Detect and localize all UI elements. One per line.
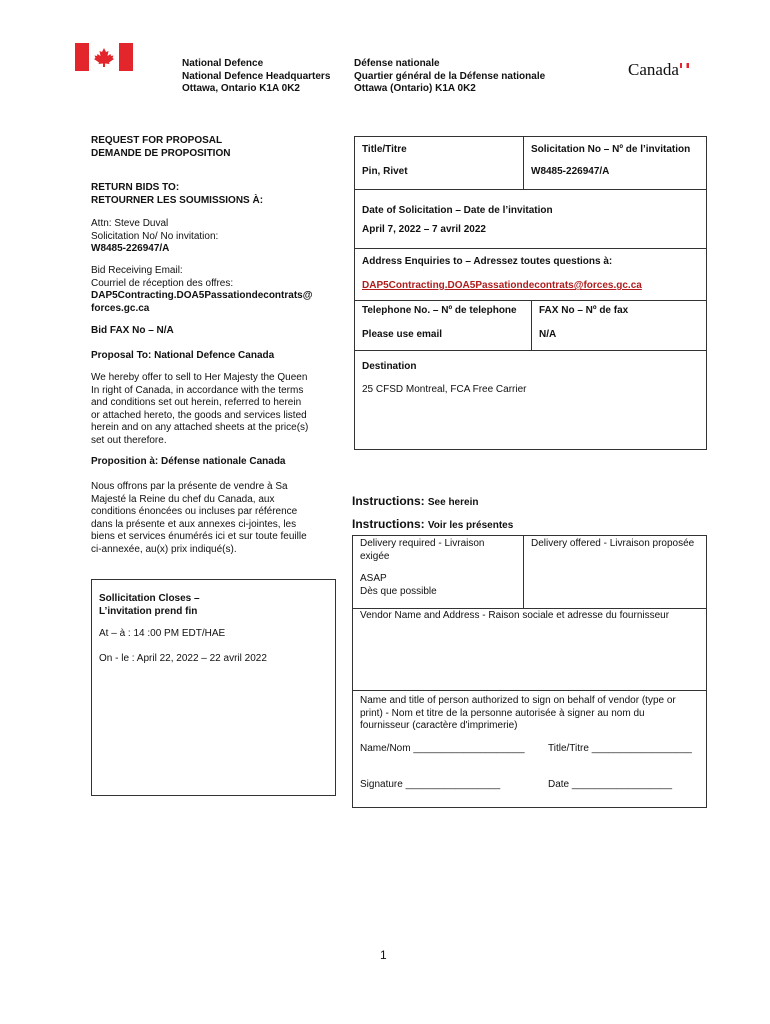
- closes-heading: [99, 593, 200, 618]
- enquiries-label: Address Enquiries to – Adressez toutes questions à:: [362, 256, 613, 267]
- divider: [352, 690, 707, 691]
- instr2-value: Voir les présentes: [427, 520, 514, 531]
- instructions-en: [352, 494, 478, 508]
- fax-label: FAX No – Nº de fax: [539, 305, 629, 316]
- title-field[interactable]: Title/Titre __________________: [548, 743, 692, 754]
- date-value: April 7, 2022 – 7 avril 2022: [362, 224, 486, 235]
- closes-date: On - le : April 22, 2022 – 22 avril 2022: [99, 653, 267, 664]
- email-label-en: Bid Receiving Email:: [91, 265, 183, 276]
- signature-field[interactable]: Signature _________________: [360, 779, 501, 790]
- vendor-box: [352, 535, 707, 808]
- destination-value: 25 CFSD Montreal, FCA Free Carrier: [362, 384, 527, 395]
- instr1-label: Instructions:: [352, 494, 425, 508]
- instructions-fr: [352, 517, 513, 531]
- closes-en: Sollicitation Closes –: [99, 593, 200, 604]
- canada-flag-logo: [75, 43, 133, 71]
- header-en-line1: National Defence: [182, 58, 264, 69]
- solicitation-info-box: [354, 136, 707, 450]
- bid-email-block: [91, 265, 312, 315]
- proposal-en-text: We hereby offer to sell to Her Majesty the Queen In right of Canada, in accordance with the terms and conditions set out herein, referred to herein or attached hereto, the goods and services listed herein and on any attached sheets at the price(s) set out therefore.: [91, 372, 309, 446]
- destination-label: Destination: [362, 361, 417, 372]
- return-bids-heading: [91, 182, 263, 207]
- solno-value: W8485-226947/A: [531, 166, 610, 177]
- header-fr-line1: Défense nationale: [354, 58, 440, 69]
- wordmark-text: Canada: [628, 60, 679, 79]
- closes-time: At – à : 14 :00 PM EDT/HAE: [99, 628, 226, 639]
- rfp-heading: [91, 135, 230, 160]
- divider: [354, 248, 707, 249]
- instr1-value: See herein: [427, 497, 479, 508]
- proposal-to: Proposal To: National Defence Canada: [91, 350, 275, 361]
- canada-wordmark: [628, 60, 689, 80]
- return-address: [91, 218, 218, 256]
- proposition-fr-text: Nous offrons par la présente de vendre à Sa Majesté la Reine du chef du Canada, aux conditions énoncées ou incluses par référence dans la présente et aux annexes ci-jointes, les biens et services énumérés ici et sur toute feuille ci-annexée, au(x) prix indiqué(s).: [91, 481, 307, 555]
- wordmark-flag-icon: [680, 63, 689, 68]
- asap-fr: Dès que possible: [360, 586, 437, 597]
- header-fr-line2: Quartier général de la Défense nationale: [354, 70, 546, 82]
- bid-fax: Bid FAX No – N/A: [91, 325, 174, 336]
- divider: [354, 189, 707, 190]
- sol-no-label: Solicitation No/ No invitation:: [91, 230, 219, 242]
- header-fr: [354, 58, 545, 96]
- vendor-name-address: Vendor Name and Address - Raison sociale et adresse du fournisseur: [360, 610, 670, 621]
- rfp-en: REQUEST FOR PROPOSAL: [91, 135, 223, 146]
- tel-value: Please use email: [362, 329, 443, 340]
- header-en-line2: National Defence Headquarters: [182, 70, 331, 82]
- closing-box: [91, 579, 336, 796]
- tel-label: Telephone No. – Nº de telephone: [362, 305, 517, 316]
- email-line2: forces.gc.ca: [91, 302, 150, 314]
- email-line1: DAP5Contracting.DOA5Passationdecontrats@: [91, 290, 313, 301]
- instr2-label: Instructions:: [352, 517, 425, 531]
- return-fr: RETOURNER LES SOUMISSIONS À:: [91, 194, 264, 206]
- page-number: 1: [380, 948, 387, 962]
- date-field[interactable]: Date __________________: [548, 779, 673, 790]
- header-en-line3: Ottawa, Ontario K1A 0K2: [182, 83, 300, 94]
- title-value: Pin, Rivet: [362, 166, 408, 177]
- asap: ASAP: [360, 573, 387, 584]
- email-label-fr: Courriel de réception des offres:: [91, 277, 234, 289]
- date-label: Date of Solicitation – Date de l’invitation: [362, 205, 553, 216]
- divider: [523, 535, 524, 608]
- header-en: [182, 58, 330, 96]
- delivery-offered: Delivery offered - Livraison proposée: [531, 538, 695, 549]
- divider: [531, 300, 532, 350]
- divider: [354, 350, 707, 351]
- divider: [523, 136, 524, 189]
- divider: [352, 608, 707, 609]
- closes-fr: L’invitation prend fin: [99, 605, 198, 617]
- rfp-fr: DEMANDE DE PROPOSITION: [91, 147, 231, 159]
- delivery-required: Delivery required - Livraison exigée: [360, 538, 485, 562]
- title-label: Title/Titre: [362, 144, 407, 155]
- enquiries-email-link[interactable]: DAP5Contracting.DOA5Passationdecontrats@forces.gc.ca: [362, 280, 642, 291]
- authorized-person: Name and title of person authorized to sign on behalf of vendor (type or print) - Nom et titre de la personne autorisée à signer au nom du fournisseur (caractère d'imprimerie): [360, 695, 676, 731]
- attn: Attn: Steve Duval: [91, 218, 169, 229]
- proposition-to: Proposition à: Défense nationale Canada: [91, 456, 286, 467]
- name-field[interactable]: Name/Nom ____________________: [360, 743, 525, 754]
- return-en: RETURN BIDS TO:: [91, 182, 180, 193]
- header-fr-line3: Ottawa (Ontario) K1A 0K2: [354, 83, 476, 94]
- sol-no-value: W8485-226947/A: [91, 243, 170, 254]
- solno-label: Solicitation No – Nº de l’invitation: [531, 144, 691, 155]
- fax-value: N/A: [539, 329, 557, 340]
